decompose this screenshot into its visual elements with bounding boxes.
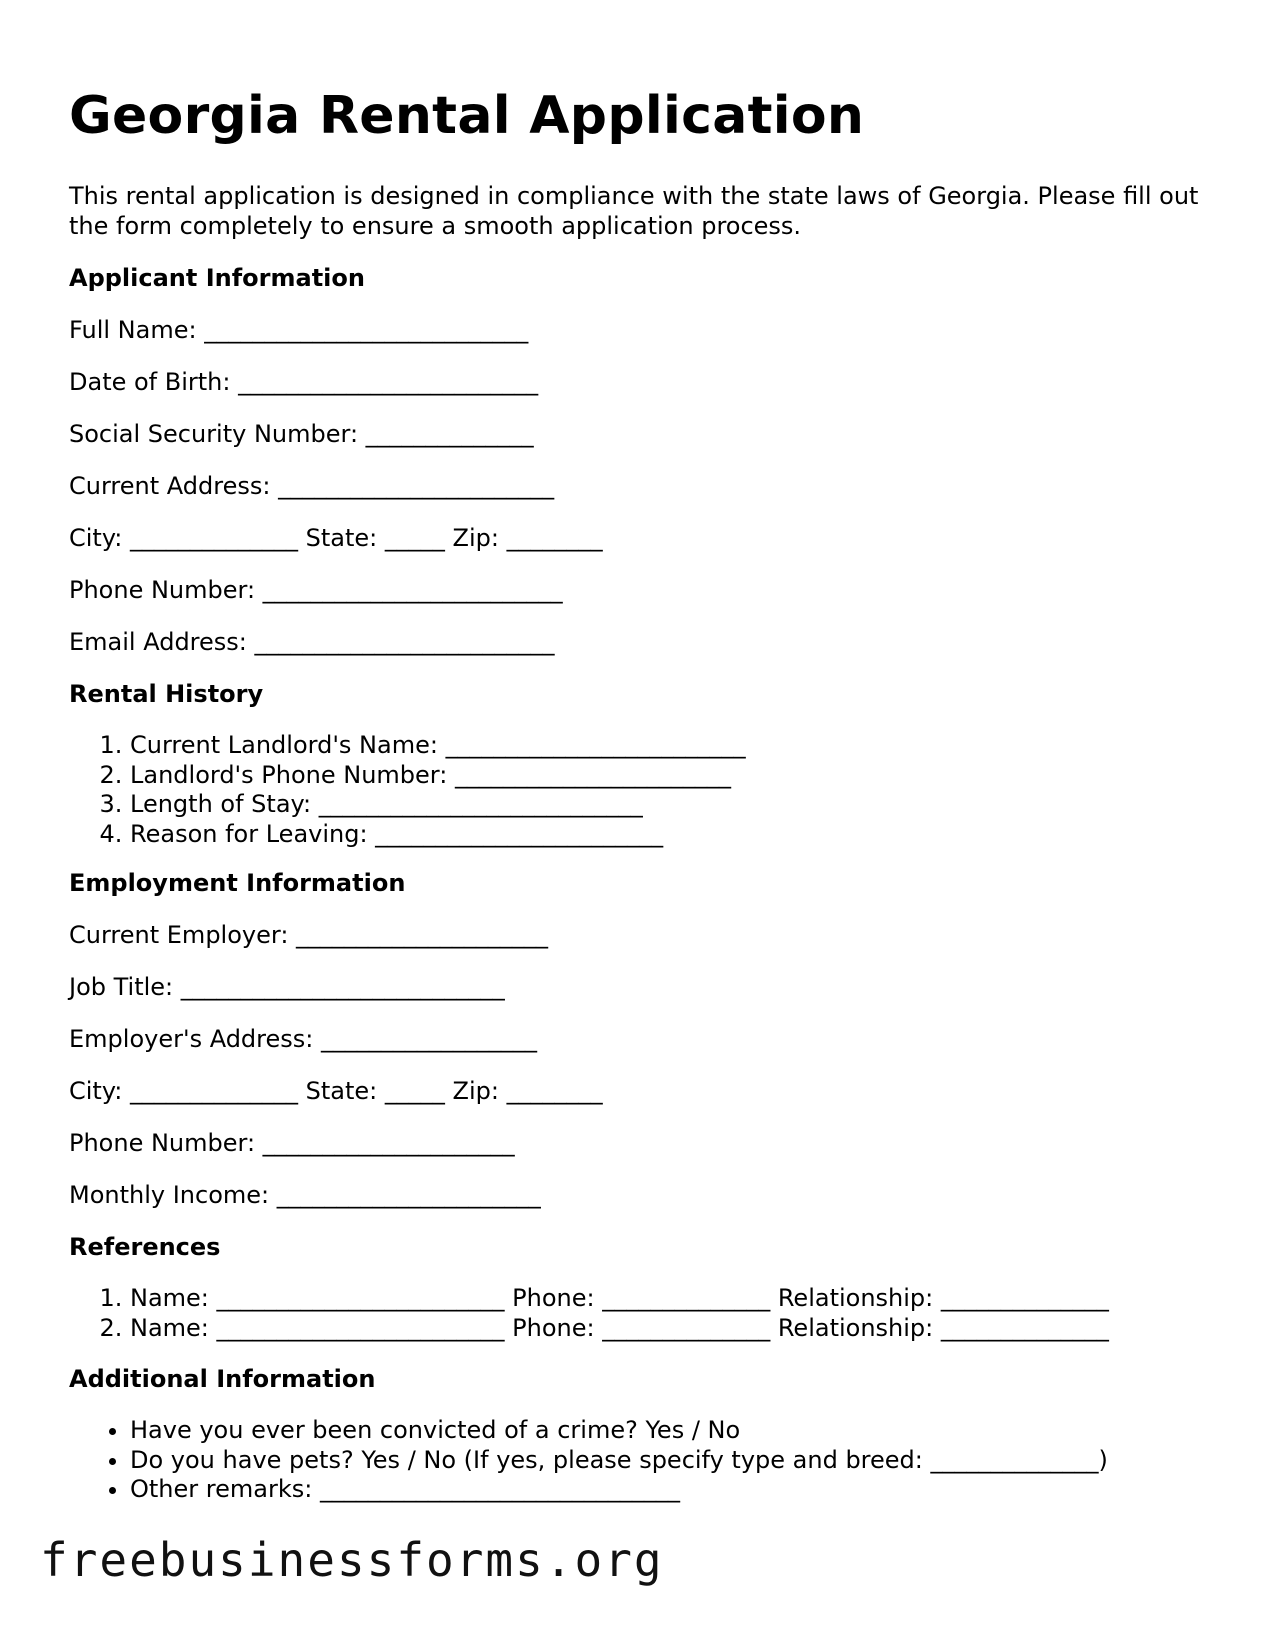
current-employer-field: Current Employer: _____________________ bbox=[69, 921, 549, 949]
applicant-city-state-zip-field: City: ______________ State: _____ Zip: ________ bbox=[69, 524, 603, 552]
list-item: 1. Current Landlord's Name: _________________________ bbox=[130, 731, 746, 761]
section-employment-heading: Employment Information bbox=[69, 869, 406, 897]
date-of-birth-field: Date of Birth: _________________________ bbox=[69, 368, 539, 396]
list-item: • Do you have pets? Yes / No (If yes, please specify type and breed: ______________) bbox=[130, 1446, 1108, 1476]
list-item: 2. Landlord's Phone Number: _______________________ bbox=[130, 761, 746, 791]
additional-info-list bbox=[69, 1416, 1108, 1505]
references-list bbox=[69, 1284, 1109, 1343]
list-item: • Other remarks: ______________________________ bbox=[130, 1475, 1108, 1505]
document-title: Georgia Rental Application bbox=[69, 86, 865, 146]
list-item: 1. Name: ________________________ Phone: ______________ Relationship: ______________ bbox=[130, 1284, 1109, 1314]
current-address-field: Current Address: _______________________ bbox=[69, 472, 555, 500]
intro-paragraph: This rental application is designed in compliance with the state laws of Georgia. Please fill out the form completely to ensure a smooth application process. bbox=[69, 182, 1199, 240]
section-references-heading: References bbox=[69, 1233, 221, 1261]
applicant-phone-field: Phone Number: _________________________ bbox=[69, 576, 563, 604]
watermark: freebusinessforms.org bbox=[40, 1533, 664, 1587]
job-title-field: Job Title: ___________________________ bbox=[69, 973, 505, 1001]
section-additional-heading: Additional Information bbox=[69, 1365, 376, 1393]
employer-address-field: Employer's Address: __________________ bbox=[69, 1025, 537, 1053]
full-name-field: Full Name: ___________________________ bbox=[69, 316, 529, 344]
employer-phone-field: Phone Number: _____________________ bbox=[69, 1129, 515, 1157]
section-rental-history-heading: Rental History bbox=[69, 680, 264, 708]
list-item: 3. Length of Stay: ___________________________ bbox=[130, 790, 746, 820]
monthly-income-field: Monthly Income: ______________________ bbox=[69, 1181, 541, 1209]
section-applicant-heading: Applicant Information bbox=[69, 264, 365, 292]
list-item: • Have you ever been convicted of a crime? Yes / No bbox=[130, 1416, 1108, 1446]
list-item: 4. Reason for Leaving: ________________________ bbox=[130, 820, 746, 850]
list-item: 2. Name: ________________________ Phone: ______________ Relationship: ______________ bbox=[130, 1314, 1109, 1344]
email-field: Email Address: _________________________ bbox=[69, 628, 555, 656]
employer-city-state-zip-field: City: ______________ State: _____ Zip: ________ bbox=[69, 1077, 603, 1105]
rental-history-list bbox=[69, 731, 746, 849]
ssn-field: Social Security Number: ______________ bbox=[69, 420, 534, 448]
